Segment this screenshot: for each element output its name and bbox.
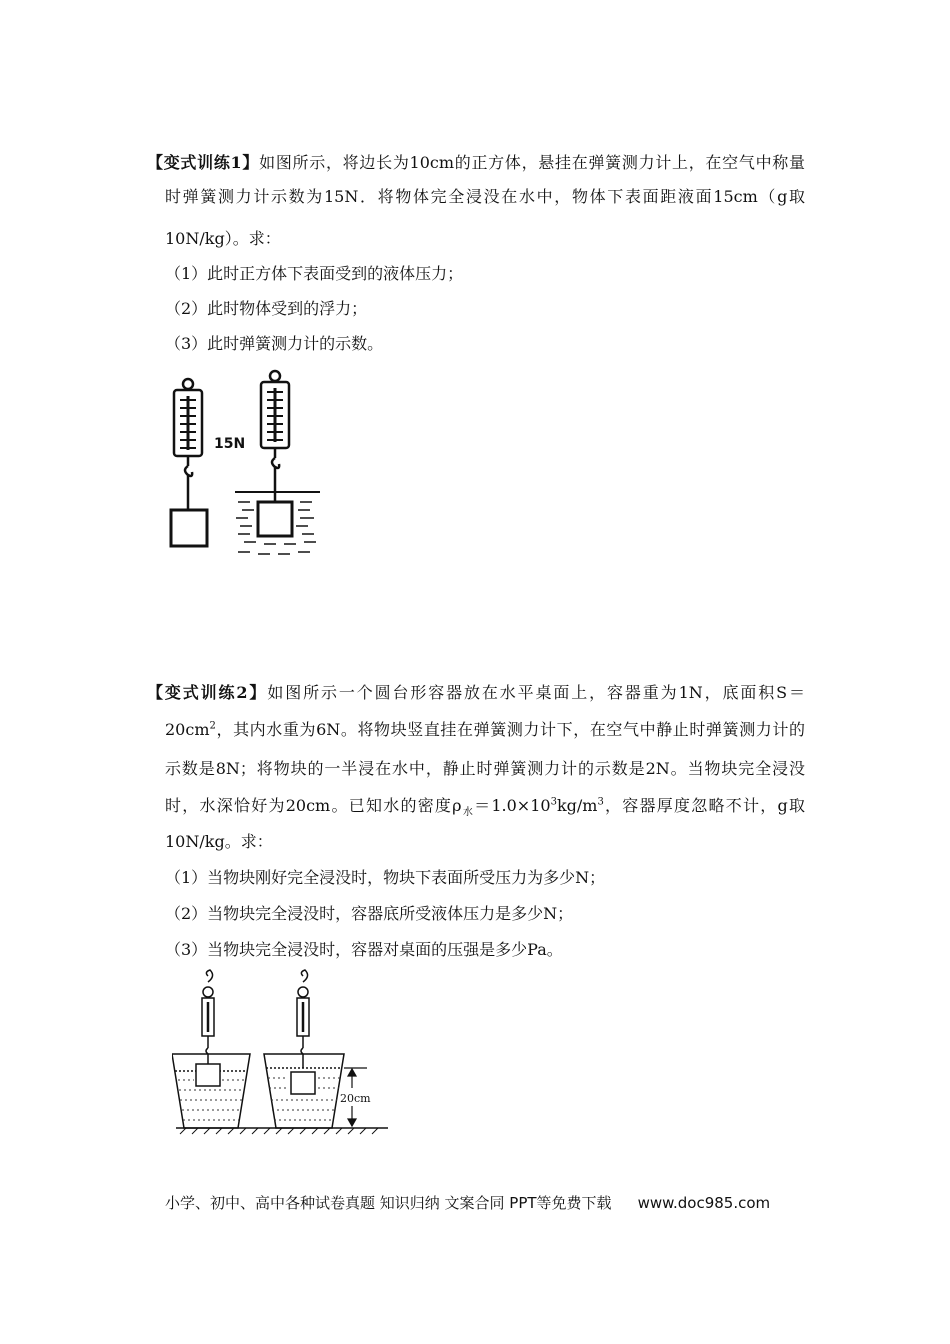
exercise2-figure xyxy=(172,968,392,1136)
exercise2-line1: 【变式训练2】如图所示一个圆台形容器放在水平桌面上，容器重为1N，底面积S＝ xyxy=(147,683,805,702)
container-half-submerged xyxy=(172,970,250,1128)
depth-label: 20cm xyxy=(340,1092,371,1105)
exercise2-line4: 时，水深恰好为20cm。已知水的密度$\rho_水=1.0\times 10^3kg/m^3$，容器厚度忽略不计，g取 xyxy=(165,796,806,819)
page-footer xyxy=(165,1193,770,1213)
exercise2-line3: 示数是8N；将物块的一半浸在水中，静止时弹簧测力计的示数是2N。当物块完全浸没 xyxy=(165,759,805,778)
container-fully-submerged xyxy=(264,970,344,1128)
exercise1-line1: 【变式训练1】如图所示，将边长为10cm的正方体，悬挂在弹簧测力计上，在空气中称量 xyxy=(147,153,805,172)
scale-reading-label: 15N xyxy=(214,436,246,452)
spring-scale-in-water xyxy=(235,371,320,536)
exercise1-line3: 10N/kg）。求： xyxy=(165,229,281,248)
table-surface xyxy=(176,1128,388,1134)
exercise1-line2: 时弹簧测力计示数为15N．将物体完全浸没在水中，物体下表面距液面15cm（g取 xyxy=(165,187,805,206)
footer-text: 小学、初中、高中各种试卷真题 知识归纳 文案合同 PPT等免费下载 xyxy=(165,1194,612,1212)
water-hatching xyxy=(236,502,316,554)
exercise2-tag: 【变式训练2】 xyxy=(147,683,268,702)
spring-scale-in-air xyxy=(171,379,207,546)
exercise2-line2: $20cm^2$，其内水重为6N。将物块竖直挂在弹簧测力计下，在空气中静止时弹簧测力计的 xyxy=(165,720,805,739)
exercise2-question-1: （1）当物块刚好完全浸没时，物块下表面所受压力为多少N； xyxy=(165,868,606,887)
exercise1-question-3: （3）此时弹簧测力计的示数。 xyxy=(165,334,384,353)
exercise1-tag: 【变式训练1】 xyxy=(147,153,260,172)
exercise1-question-1: （1）此时正方体下表面受到的液体压力； xyxy=(165,264,464,283)
exercise2-question-2: （2）当物块完全浸没时，容器底所受液体压力是多少N； xyxy=(165,904,574,923)
footer-url[interactable]: www.doc985.com xyxy=(637,1194,771,1212)
exercise1-question-2: （2）此时物体受到的浮力； xyxy=(165,299,368,318)
exercise2-line5: 10N/kg。求： xyxy=(165,832,273,851)
exercise2-question-3: （3）当物块完全浸没时，容器对桌面的压强是多少Pa。 xyxy=(165,940,563,959)
exercise1-figure xyxy=(160,368,325,568)
